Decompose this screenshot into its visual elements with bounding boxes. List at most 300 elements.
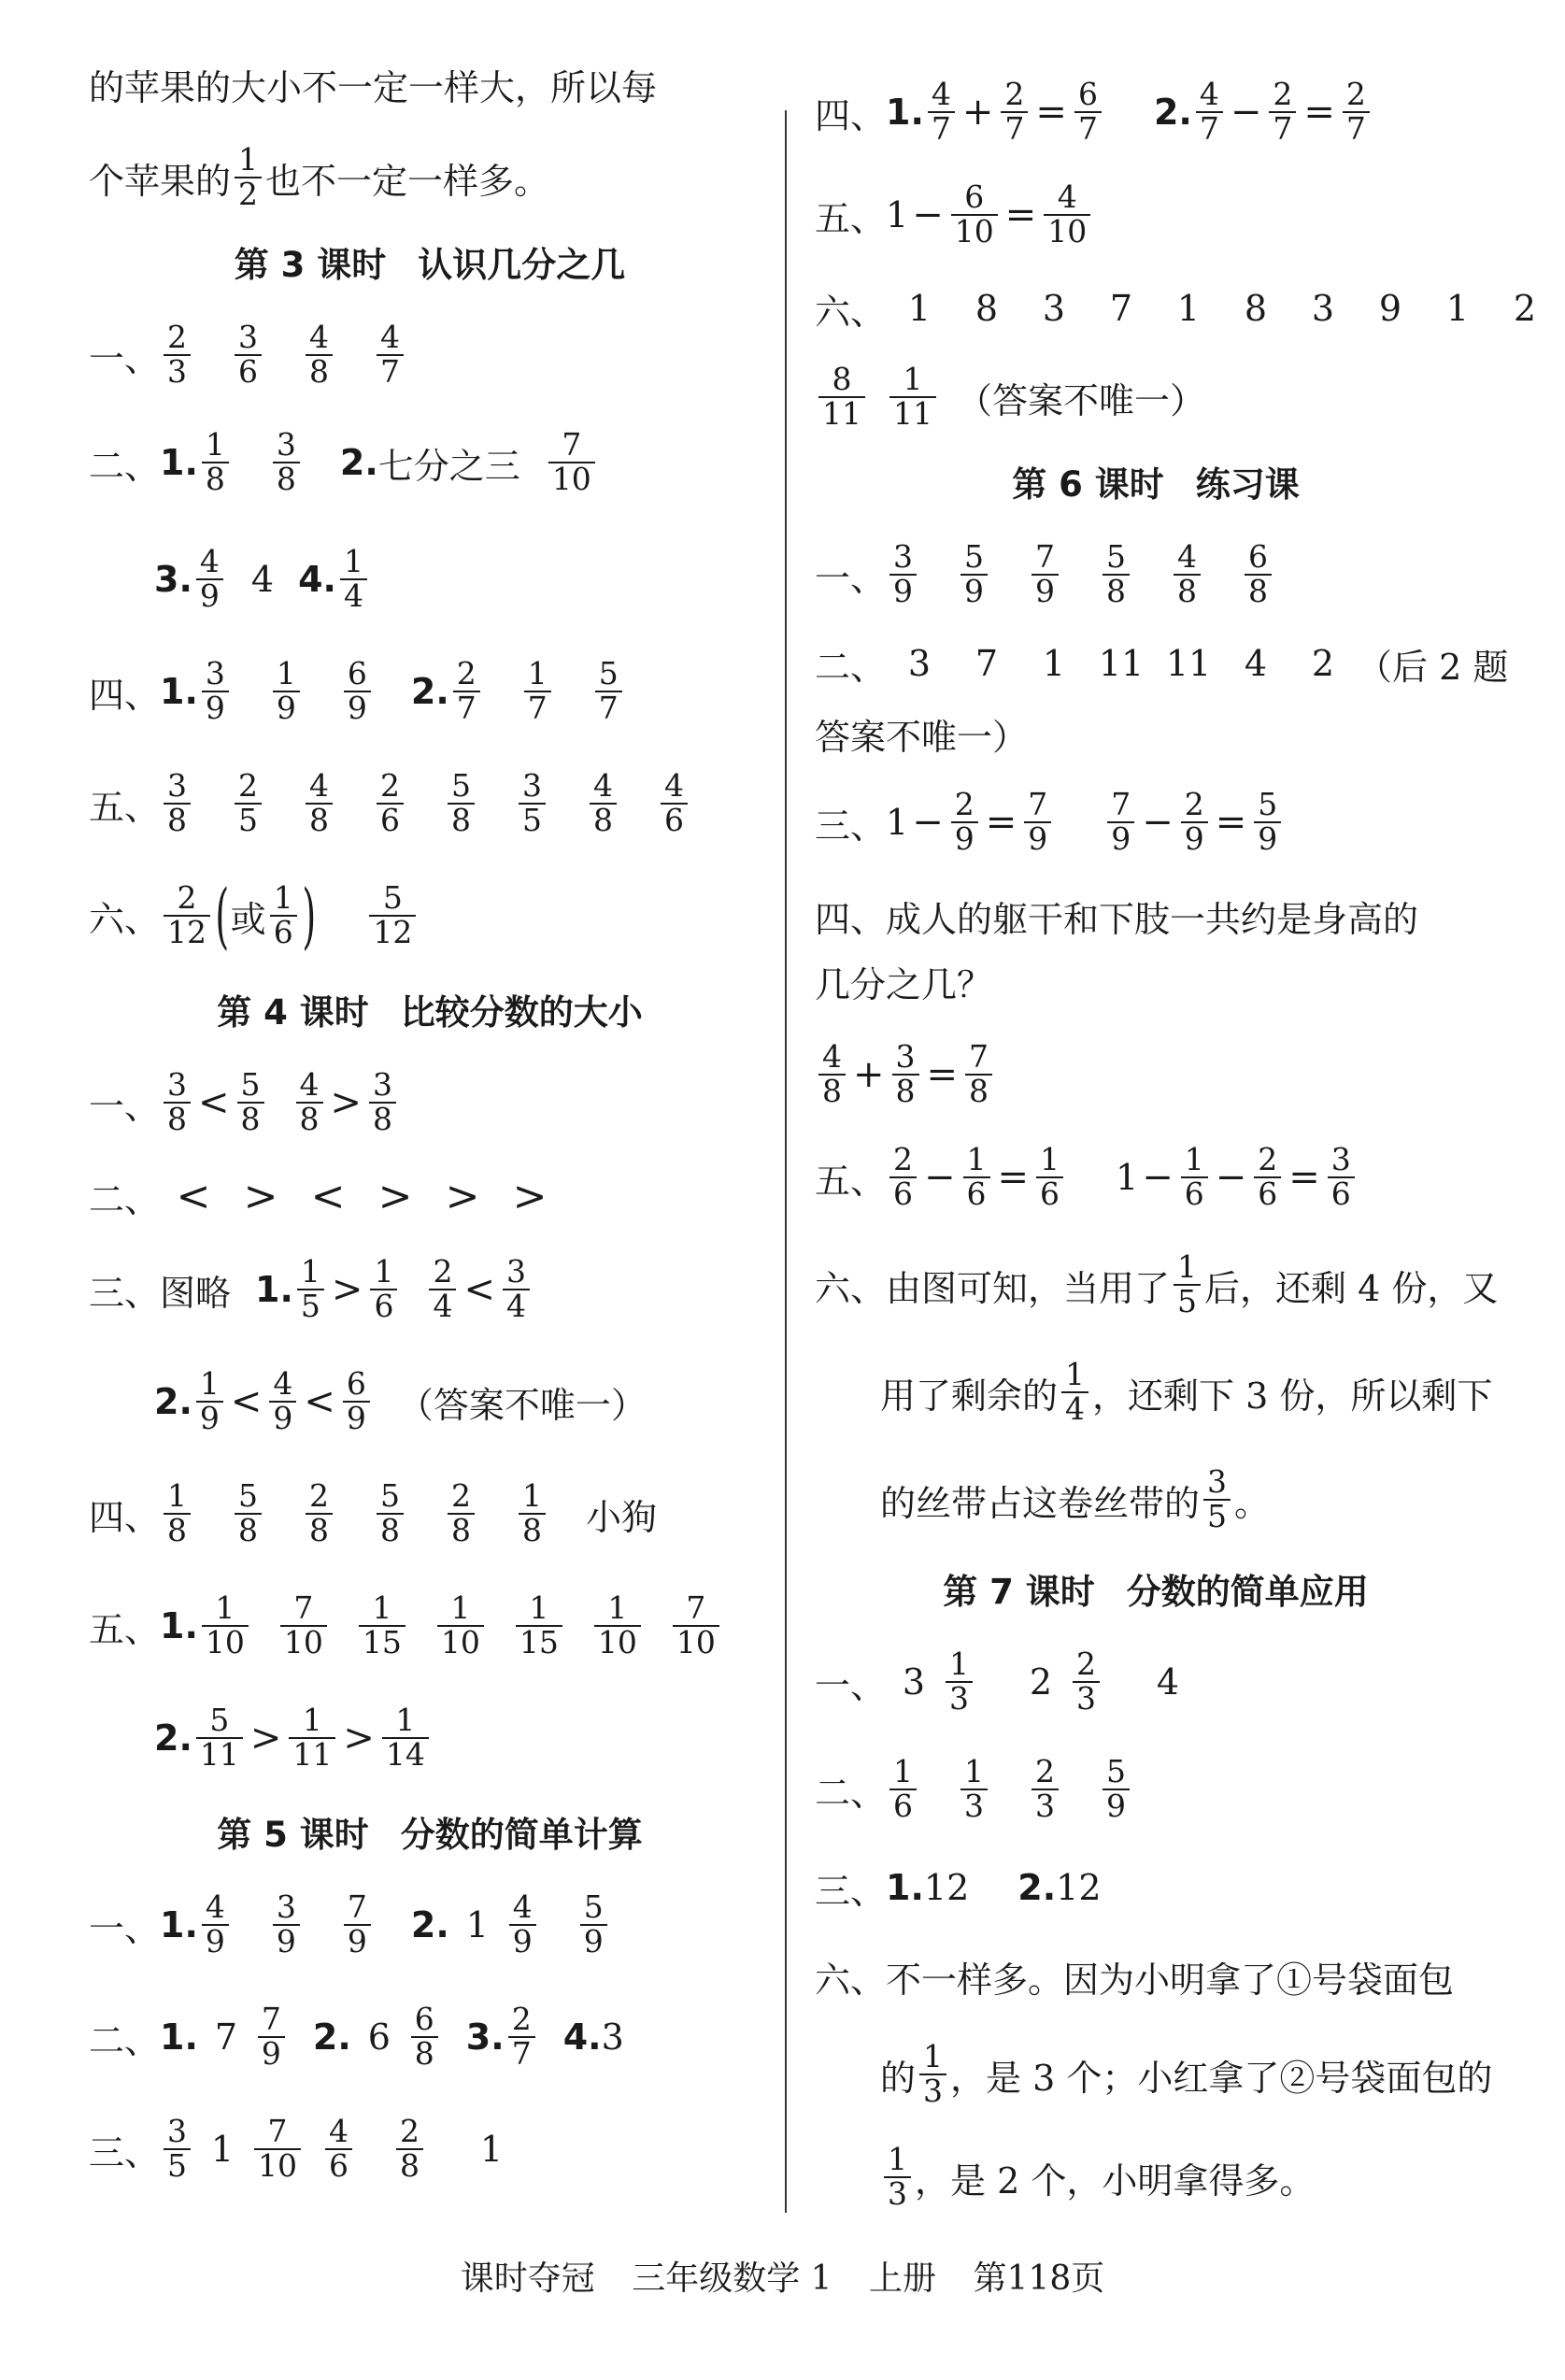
denominator: 5 [1203,1499,1231,1533]
fraction [661,767,688,838]
denominator: 9 [343,1401,370,1435]
fraction [306,321,333,388]
item-number: 2. [410,671,449,712]
answer-item [505,1888,576,1960]
denominator: 3 [884,2176,911,2211]
numerator: 4 [309,319,330,356]
fraction [235,1477,262,1548]
denominator: 9 [1181,821,1208,856]
fraction [1254,1141,1281,1212]
answer-item [269,1888,340,1960]
text: 后，还剩 4 份，又 [1204,1267,1499,1309]
answer-item: 8 [1244,288,1268,329]
fraction [377,321,404,388]
fraction [1031,538,1059,609]
answer-item [586,767,657,838]
l4-q5 [89,1579,747,1673]
operator: < [230,1380,263,1423]
fraction [516,1589,562,1660]
numerator: 3 [1330,1141,1351,1178]
fraction [448,1477,475,1548]
numerator: 5 [1258,786,1278,823]
answer-item: 4 [1156,1661,1180,1703]
text: 四、 [815,898,887,940]
answer-item: 3 [907,643,932,684]
denominator: 9 [196,578,223,613]
answer-item: 11 [1165,643,1212,684]
answer-item [1241,538,1312,609]
denominator: 15 [516,1625,562,1660]
denominator: 8 [164,803,191,837]
denominator: 8 [1245,574,1272,608]
text: 1 [1116,1157,1139,1198]
text: 由图可知，当用了 [886,1267,1171,1309]
l3-q5 [89,757,728,850]
item-number: 2. [1017,1867,1057,1908]
l6-q3 [815,776,1285,869]
denominator: 8 [448,1513,475,1547]
denominator: 9 [889,574,917,608]
fraction [1036,1141,1063,1212]
lesson-number: 第 6 课时 [1012,464,1164,505]
denominator: 8 [411,2036,438,2071]
lesson-5-heading [89,1785,771,1878]
fraction [595,655,622,726]
fraction [202,1589,249,1660]
denominator: 8 [273,462,300,496]
denominator: 7 [508,2036,535,2071]
denominator: 3 [1031,1789,1059,1823]
r-q5 [815,168,1094,262]
answer-item [1028,538,1099,609]
text: 个苹果的 [89,160,232,202]
numerator: 4 [593,767,614,805]
answer-item [886,1753,957,1824]
denominator: 7 [1343,111,1370,146]
numerator: 1 [372,1589,392,1627]
operator: > [331,1268,363,1311]
fraction [343,1365,370,1436]
denominator: 7 [377,354,404,389]
l4-q3-cont [89,1355,647,1448]
fraction [437,1589,484,1660]
numerator: 1 [302,1702,322,1739]
denominator: 3 [164,354,191,389]
l5-q2 [89,1990,624,2084]
fraction [196,1704,243,1771]
text: 12 [1056,1867,1102,1908]
fraction [164,767,191,838]
lesson-number: 第 4 课时 [217,992,369,1033]
denominator: 8 [296,1102,323,1136]
operator: − [1215,1156,1247,1199]
item-number: 2. [154,1381,192,1422]
text: 的丝带占这卷丝带的 [880,1482,1201,1524]
l3-q1 [89,308,444,402]
fraction [377,767,404,838]
numerator: 3 [276,1888,296,1926]
text: 五、 [89,1608,161,1650]
text: 三、 [89,2131,161,2173]
l6-q1 [815,528,1312,621]
numerator: 2 [1273,76,1293,113]
numerator: 6 [347,655,367,692]
footer-grade: 三年级数学 1 [632,2259,832,2298]
fraction [270,879,297,950]
l5-q3 [89,2102,519,2196]
numerator: 1 [205,426,225,463]
numerator: 2 [400,2113,420,2150]
denominator: 10 [202,1625,249,1660]
answer-item [269,426,340,497]
fraction [919,2038,946,2109]
denominator: 6 [235,354,262,389]
numerator: 2 [1184,786,1204,823]
lesson-4-heading [89,962,771,1056]
denominator: 9 [960,574,988,608]
l6-q4-eq [815,1028,996,1121]
text: 四、 [89,1496,161,1538]
numerator: 3 [167,2113,188,2150]
denominator: 4 [429,1289,456,1323]
numerator: 1 [395,1702,416,1739]
lesson-title: 比较分数的大小 [400,992,643,1033]
denominator: 8 [965,1074,992,1108]
numerator: 2 [433,1253,453,1290]
numerator: 7 [1028,786,1048,823]
text: 六、 [815,1267,887,1309]
numerator: 1 [888,2141,907,2178]
fraction [273,655,300,726]
fraction [196,543,223,614]
fraction [889,538,917,609]
fraction [963,1141,990,1212]
lesson-title: 分数的简单计算 [400,1815,643,1855]
numerator: 2 [451,1477,472,1515]
numerator: 4 [309,767,330,805]
denominator: 8 [164,1513,191,1547]
text: 一、 [815,1664,887,1706]
operator: < [304,1380,335,1423]
numerator: 3 [238,319,259,356]
numerator: 2 [893,1141,914,1178]
item-number: 2. [339,442,378,483]
text: 用了剩余的 [880,1375,1059,1417]
fraction [411,2003,438,2070]
denominator: 11 [818,396,865,431]
answer-item [886,538,957,609]
answer-item [449,655,520,726]
denominator: 8 [818,1074,846,1108]
answer-item [1099,1753,1170,1824]
intro-line-2 [89,131,549,224]
numerator: 7 [267,2113,288,2150]
denominator: 7 [1269,111,1296,146]
numerator: 3 [373,1066,393,1104]
item-number: 1. [160,1904,198,1945]
answer-item: 6 [367,2017,391,2058]
denominator: 9 [1107,821,1134,856]
numerator: 4 [1177,538,1198,576]
answer-item [1099,538,1170,609]
text: 六、 [89,898,161,940]
fraction [164,879,210,950]
numerator: 1 [167,1477,188,1515]
fraction [202,655,229,726]
page-footer [0,2252,1565,2300]
fraction [965,1038,992,1109]
comparison-answer: > [445,1172,480,1220]
answer-item [355,1589,434,1660]
l3-q2 [89,416,599,509]
answer-item [1170,538,1241,609]
answer-item: 8 [975,288,999,329]
numerator: 3 [167,1066,188,1104]
l6-q4-cont [815,934,992,1028]
denominator: 8 [237,1102,264,1136]
operator: < [198,1081,230,1124]
l6-q6-l3 [815,1453,1270,1546]
operator: − [1230,91,1262,134]
denominator: 8 [164,1102,191,1136]
answer-item [302,321,373,388]
operator: = [1303,91,1335,134]
operator: − [1142,1156,1174,1199]
intro-line-1 [89,37,657,131]
denominator: 6 [1254,1176,1281,1211]
l7-q3 [815,1841,1102,1934]
answer-item [269,655,340,726]
lesson-3-heading [89,215,771,308]
text: 图略 [160,1272,232,1314]
fraction [818,1038,846,1109]
answer-item [231,767,302,838]
numerator: 3 [167,767,188,805]
fraction [258,2003,285,2070]
text: 二、 [815,1772,887,1814]
text: 三、 [89,1272,161,1314]
numerator: 2 [511,2001,532,2038]
comparison-answer: > [243,1172,278,1220]
answer-item: 2 [1513,288,1537,329]
text: 六、 [815,1959,887,2001]
numerator: 3 [276,426,296,463]
denominator: 11 [889,396,936,431]
numerator: 1 [522,1477,543,1515]
numerator: 1 [1177,1248,1198,1286]
numerator: 2 [1035,1753,1056,1790]
text: 4 [250,559,275,600]
fraction [1196,78,1223,145]
numerator: 2 [1076,1646,1097,1683]
fraction [1174,538,1201,609]
numerator: 3 [895,1038,916,1076]
answer-item [198,1888,269,1960]
answer-item [669,1589,747,1660]
numerator: 8 [832,361,852,398]
text: 一、 [89,1907,161,1949]
numerator: 1 [238,141,259,178]
denominator: 8 [590,803,617,837]
answer-item [1069,1648,1140,1715]
fraction [340,543,367,614]
text: （答案不唯一） [957,379,1206,421]
answer-item [250,2113,321,2184]
fraction [235,141,262,212]
fraction [254,2113,301,2184]
numerator: 6 [1077,76,1098,113]
text: 三、 [815,805,887,847]
fraction [590,767,617,838]
denominator: 9 [258,2036,285,2071]
text: 三、 [815,1870,887,1912]
l4-q1 [89,1056,400,1149]
answer-item: 3 [1311,288,1335,329]
lesson-title: 认识几分之几 [418,245,626,285]
numerator: 6 [1248,538,1269,576]
text: 五、 [815,197,887,239]
answer-item [231,1477,302,1548]
denominator: 8 [377,1513,404,1547]
answer-item [515,767,586,838]
item-number: 3. [154,559,192,600]
fraction [1024,786,1051,857]
numerator: 7 [1035,538,1056,576]
denominator: 10 [594,1625,641,1660]
denominator: 10 [1044,214,1090,249]
text: 一、 [89,1085,161,1127]
item-number: 1. [160,442,198,483]
text: ，是 3 个；小红拿了②号袋面包的 [950,2057,1493,2099]
text: 六、 [815,291,887,333]
item-number: 1. [886,1867,924,1908]
text: 成人的躯干和下肢一共约是身高的 [886,898,1419,940]
fraction [280,1589,327,1660]
fraction [235,321,262,388]
numerator: 4 [512,1888,533,1926]
answer-item: 1 [465,1904,489,1945]
numerator: 2 [1004,76,1025,113]
text: 二、 [89,445,161,487]
operator: > [343,1717,375,1760]
fraction [237,1066,264,1137]
fraction [548,426,595,497]
denominator: 8 [1174,574,1201,608]
fraction [344,655,371,726]
numerator: 1 [893,1753,914,1790]
numerator: 1 [903,361,923,398]
numerator: 2 [1258,1141,1278,1178]
numerator: 4 [199,543,220,580]
answer-item: 1 [907,288,932,329]
denominator: 8 [519,1513,546,1547]
denominator: 9 [580,1924,607,1959]
denominator: 8 [892,1074,919,1108]
fraction [344,1888,371,1960]
denominator: 9 [196,1401,223,1435]
answer-item [520,655,591,726]
answer-item: 11 [1098,643,1145,684]
denominator: 6 [377,803,404,837]
l4-q2 [89,1149,563,1243]
l6-q2-cont [815,687,1028,780]
denominator: 15 [359,1625,405,1660]
l6-q6 [815,1238,1498,1332]
denominator: 8 [369,1102,396,1136]
answer-item [657,767,728,838]
comparison-answer: < [310,1172,346,1220]
text: 1 [886,194,909,235]
l6-q6-l2 [815,1346,1492,1439]
numerator: 2 [167,319,188,356]
fraction [235,767,262,838]
fraction [296,1066,323,1137]
numerator: 2 [380,767,401,805]
denominator: 2 [235,177,262,211]
answer-item [434,1589,512,1660]
numerator: 5 [964,538,985,576]
fraction [306,767,333,838]
denominator: 10 [280,1625,327,1660]
numerator: 7 [562,426,582,463]
denominator: 9 [1024,821,1051,856]
denominator: 7 [928,111,955,146]
item-number: 3. [465,2017,505,2058]
fraction [951,178,998,249]
l7-q2 [815,1743,1170,1836]
fraction [1073,1648,1100,1715]
denominator: 9 [1031,574,1059,608]
fraction [453,655,480,726]
answer-item: 1 [210,2129,235,2170]
numerator: 1 [300,1253,320,1290]
numerator: 1 [215,1589,235,1627]
answer-item [591,655,662,726]
numerator: 1 [1065,1356,1086,1393]
denominator: 10 [254,2148,301,2183]
comparison-answer: < [176,1172,211,1220]
fraction [202,426,229,497]
l7-q1 [815,1635,1196,1729]
operator: = [1215,801,1247,844]
denominator: 5 [1174,1284,1201,1318]
text: ，是 2 个，小明拿得多。 [915,2159,1316,2202]
l7-q6-l3 [815,2131,1315,2224]
fraction [1103,1753,1130,1824]
text: 一、 [815,557,887,599]
numerator: 5 [380,1477,401,1515]
item-number: 2. [410,1904,449,1945]
numerator: 7 [261,2001,281,2038]
answer-item [160,767,231,838]
footer-page: 第118页 [973,2259,1105,2298]
fraction [396,2113,423,2184]
text: 或 [230,898,266,940]
text: 二、 [89,2019,161,2061]
denominator: 3 [919,2074,946,2108]
fraction [370,1253,397,1324]
fraction [524,655,551,726]
operator: − [1142,801,1174,844]
denominator: 9 [1103,1789,1130,1823]
operator: = [1004,193,1037,236]
denominator: 8 [1103,574,1130,608]
text: 不一样多。因为小明拿了①号袋面包 [886,1959,1455,2001]
denominator: 9 [951,821,978,856]
answer-item: 1 [479,2129,504,2170]
fraction [892,1038,919,1109]
answer-item: 1 [1445,288,1470,329]
